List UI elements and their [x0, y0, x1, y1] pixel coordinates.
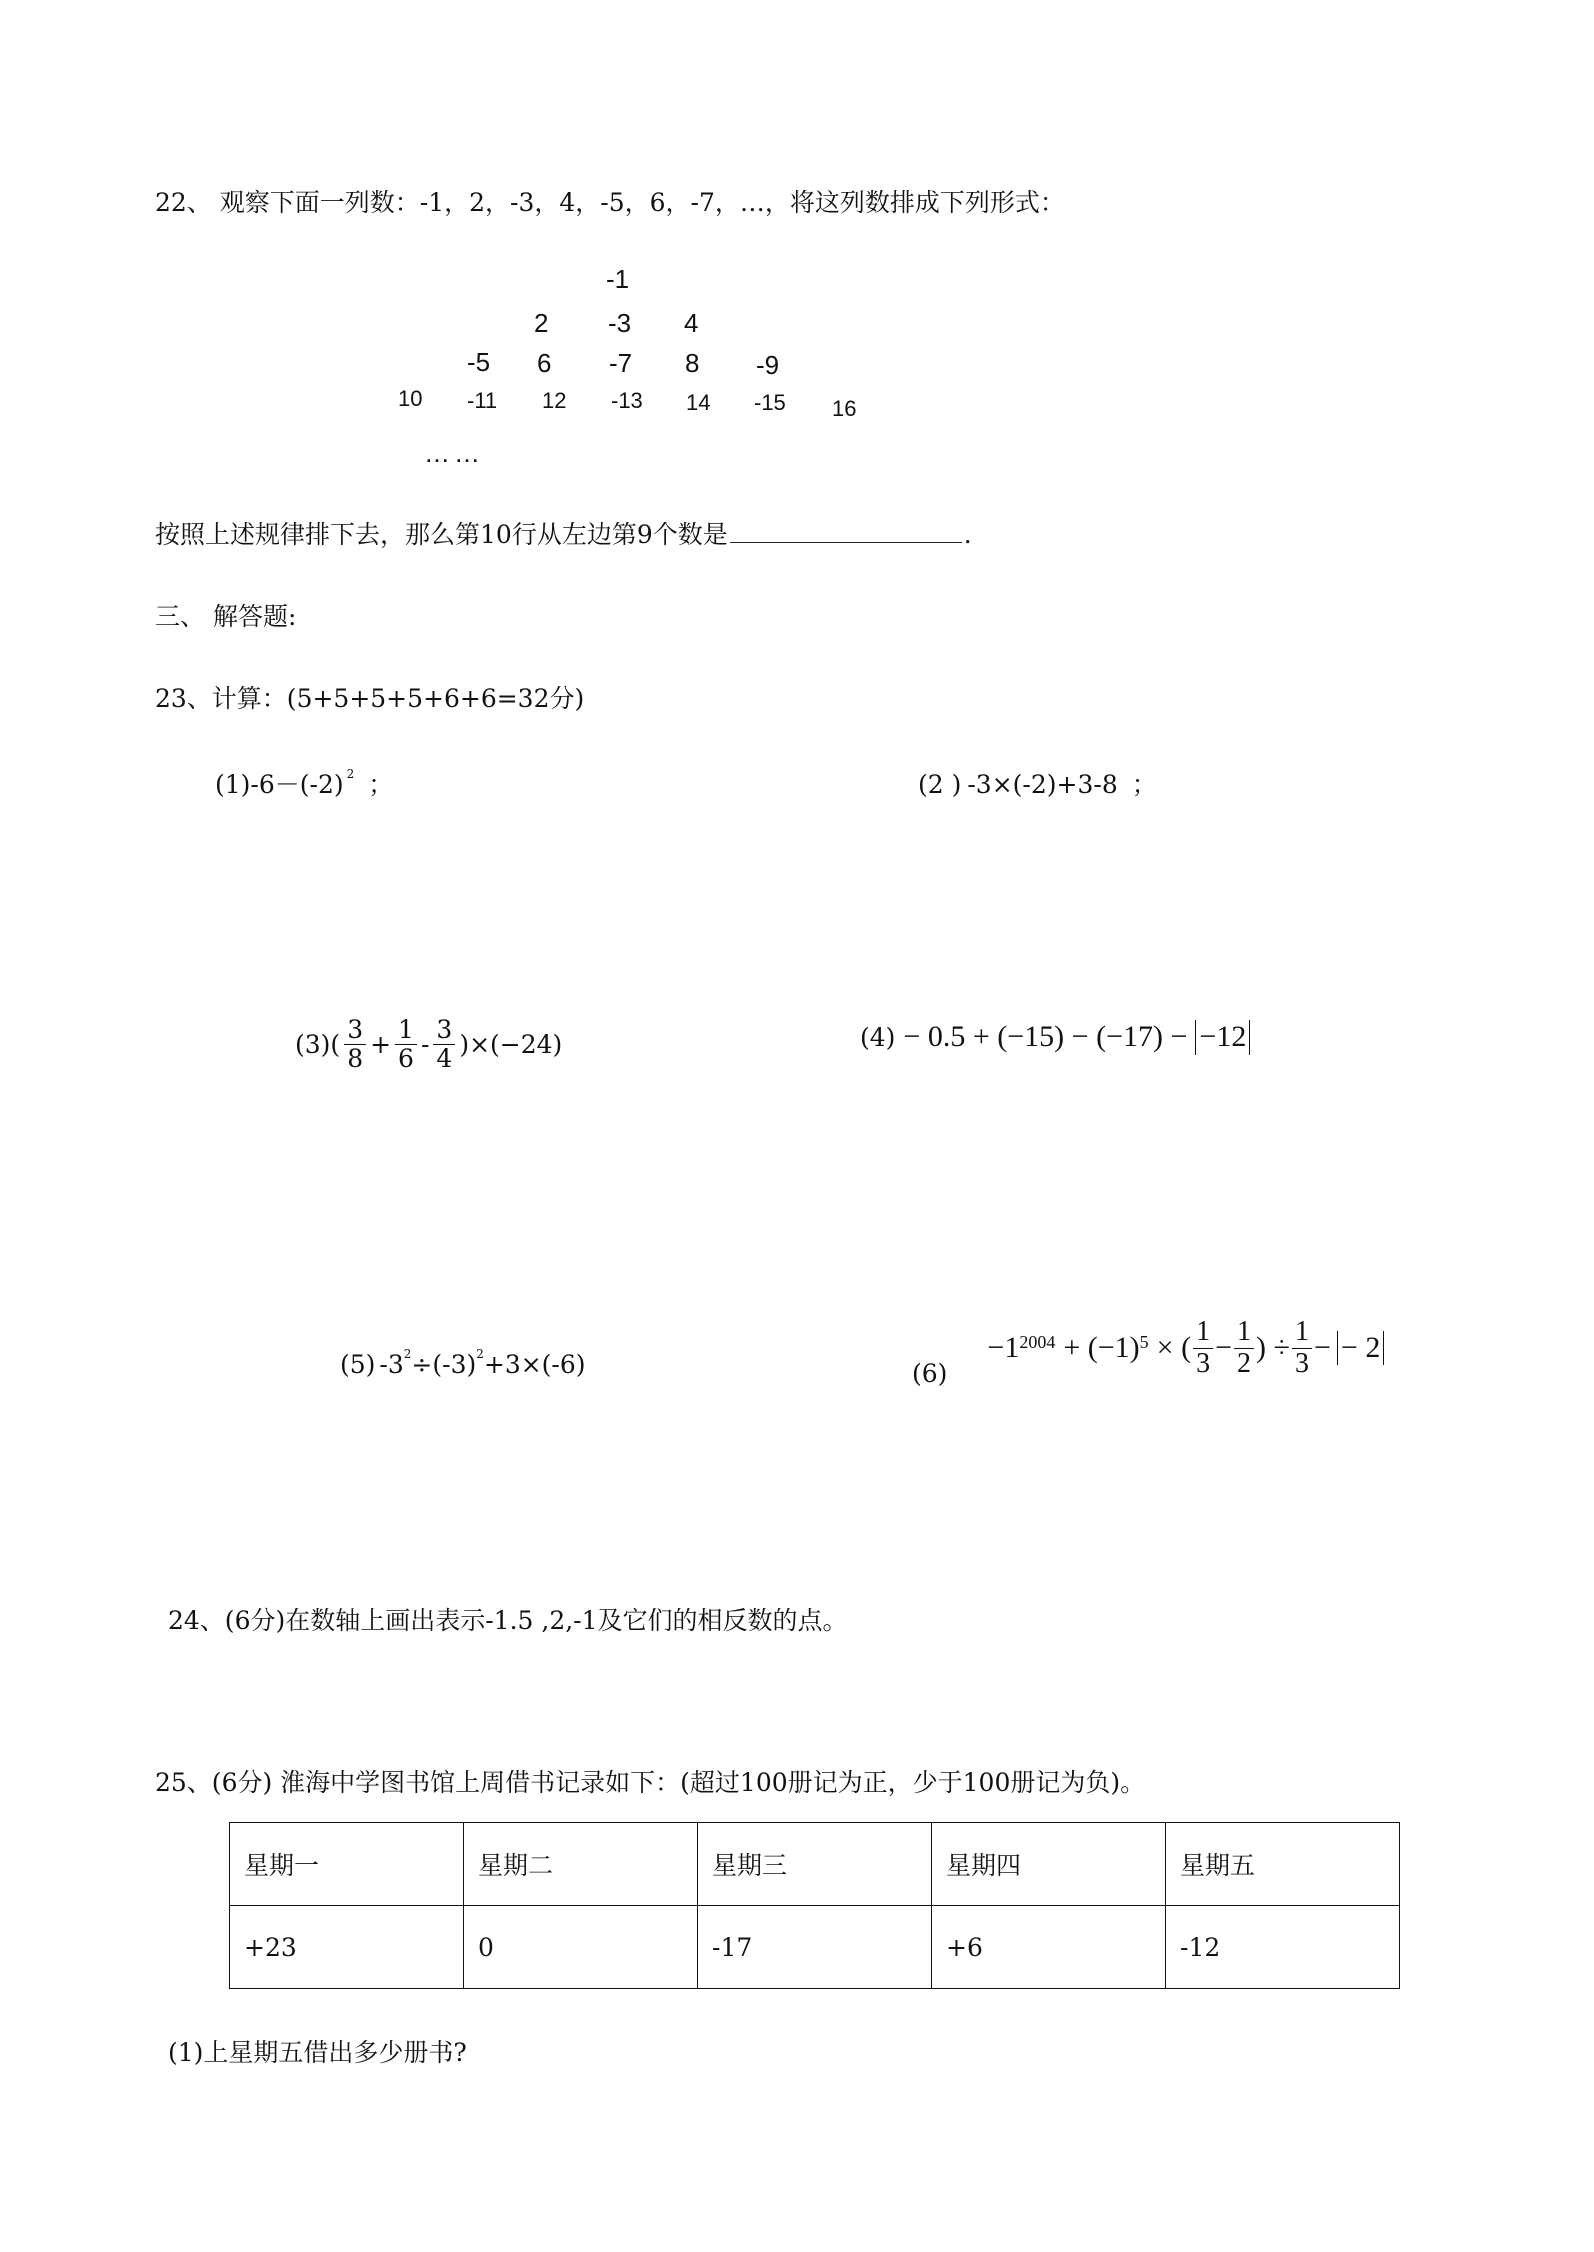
table-header-cell: 星期二 [464, 1823, 698, 1906]
part3-label: (3) [295, 1029, 331, 1059]
part3-fraction-1 [344, 1016, 366, 1072]
part3-close: )×(−24) [459, 1029, 563, 1059]
part1-exponent: 2 [346, 767, 355, 781]
part6-fraction-1 [1193, 1317, 1213, 1380]
part5-exponent-2: 2 [476, 1347, 484, 1361]
fraction2-denominator: 6 [398, 1043, 414, 1073]
part2-expr: -3×(-2)+3-8 [967, 770, 1118, 799]
part2-label: (2 ) [918, 770, 962, 799]
part6-fraction-3 [1292, 1317, 1312, 1380]
q23-part4 [860, 1020, 1250, 1055]
triangle-row2-item1: 2 [534, 308, 549, 338]
table-header-cell: 星期五 [1166, 1823, 1400, 1906]
triangle-row4-item5: 14 [686, 390, 711, 415]
p6-fraction1-numerator: 1 [1196, 1315, 1211, 1347]
q23-title: 23、计算：(5+5+5+5+6+6=32分) [155, 684, 585, 713]
triangle-row3-item5: -9 [756, 350, 780, 380]
q25-title: 25、(6分) 淮海中学图书馆上周借书记录如下：(超过100册记为正，少于100册记为负)。 [155, 1768, 1146, 1797]
part6-label: (6) [912, 1359, 948, 1388]
part6-absolute-value: − 2 [1337, 1331, 1384, 1366]
part6-term4: ) ÷ [1256, 1331, 1290, 1364]
q23-part1 [215, 767, 394, 799]
table-cell: 0 [464, 1906, 698, 1989]
part1-label: (1) [215, 770, 251, 799]
part4-label: (4) [860, 1022, 896, 1052]
p6-fraction3-denominator: 3 [1294, 1347, 1309, 1379]
fraction1-denominator: 8 [347, 1043, 364, 1073]
table-header-cell: 星期三 [698, 1823, 932, 1906]
triangle-row4-item2: -11 [467, 388, 498, 413]
p6-fraction2-numerator: 1 [1237, 1315, 1252, 1347]
part4-absolute-value: −12 [1195, 1020, 1250, 1055]
fraction3-numerator: 3 [436, 1015, 453, 1044]
triangle-row3-item1: -5 [467, 347, 491, 377]
part6-expression [987, 1317, 1384, 1380]
part1-tail: ； [368, 770, 394, 799]
triangle-row4-item1: 10 [398, 386, 423, 411]
fraction1-numerator: 3 [347, 1015, 364, 1044]
table-header-cell: 星期四 [932, 1823, 1166, 1906]
table-cell: -17 [698, 1906, 932, 1989]
triangle-row2-item3: 4 [684, 308, 699, 338]
part6-term2-exponent: 5 [1139, 1332, 1149, 1352]
triangle-row3-item3: -7 [609, 348, 633, 378]
part2-tail: ； [1131, 770, 1157, 799]
part6-term5: − [1313, 1331, 1331, 1364]
triangle-row4-item4: -13 [611, 388, 643, 413]
triangle-row4-item3: 12 [542, 388, 567, 413]
borrowing-record-table [229, 1822, 1400, 1989]
part4-expr: − 0.5 + (−15) − (−17) − [903, 1020, 1188, 1054]
q23-part5 [340, 1347, 586, 1379]
part6-fraction-2 [1234, 1317, 1254, 1380]
triangle-row2-item2: -3 [608, 308, 632, 338]
part6-term3: × ( [1156, 1331, 1192, 1364]
part3-fraction-3 [433, 1016, 455, 1072]
part3-op2: - [420, 1029, 430, 1059]
part5-exponent-1: 2 [403, 1347, 412, 1361]
table-cell: -12 [1166, 1906, 1400, 1989]
triangle-row4-item7: 16 [832, 396, 857, 421]
p6-fraction1-denominator: 3 [1196, 1347, 1211, 1379]
part5-pre: -3 [379, 1350, 404, 1379]
q25-subquestion-1: (1)上星期五借出多少册书? [168, 2038, 467, 2067]
part6-term1-exponent: 2004 [1019, 1332, 1056, 1352]
triangle-row3-item2: 6 [537, 348, 552, 378]
q22-question [155, 520, 972, 547]
part3-open-paren: ( [330, 1029, 341, 1059]
triangle-row1-item1: -1 [606, 264, 630, 294]
answer-blank[interactable] [730, 520, 962, 543]
p6-fraction2-denominator: 2 [1237, 1347, 1252, 1379]
part6-term1: −1 [987, 1331, 1020, 1364]
table-header-cell: 星期一 [230, 1823, 464, 1906]
part3-op1: + [370, 1029, 392, 1059]
section-heading: 三、 解答题: [155, 602, 297, 631]
fraction2-numerator: 1 [398, 1015, 414, 1044]
fraction3-denominator: 4 [436, 1043, 453, 1073]
q23-part2 [918, 772, 1157, 797]
q22-question-end: . [963, 520, 972, 549]
part3-fraction-2 [395, 1016, 417, 1072]
part1-expr: -6－(-2) [250, 770, 344, 799]
p6-fraction3-numerator: 1 [1294, 1315, 1309, 1347]
q23-part6 [912, 1300, 1384, 1396]
part5-mid: ÷(-3) [411, 1350, 477, 1379]
triangle-row4-item6: -15 [754, 390, 786, 415]
table-row [230, 1906, 1400, 1989]
part5-post: +3×(-6) [483, 1350, 586, 1379]
q22-intro: 22、 观察下面一列数：-1，2，-3，4，-5，6，-7，…，将这列数排成下列形式： [155, 188, 1065, 217]
part5-label: (5) [340, 1350, 376, 1379]
part6-op1: − [1215, 1331, 1233, 1364]
q22-question-text: 按照上述规律排下去，那么第10行从左边第9个数是 [155, 520, 728, 549]
triangle-row3-item4: 8 [685, 348, 700, 378]
table-header-row [230, 1823, 1400, 1906]
q24-text: 24、(6分)在数轴上画出表示-1.5 ,2,-1及它们的相反数的点。 [168, 1606, 848, 1635]
table-cell: +6 [932, 1906, 1166, 1989]
ellipsis: …… [424, 438, 484, 468]
part6-term2: + (−1) [1063, 1331, 1140, 1364]
table-cell: +23 [230, 1906, 464, 1989]
q23-part3 [295, 1016, 562, 1072]
